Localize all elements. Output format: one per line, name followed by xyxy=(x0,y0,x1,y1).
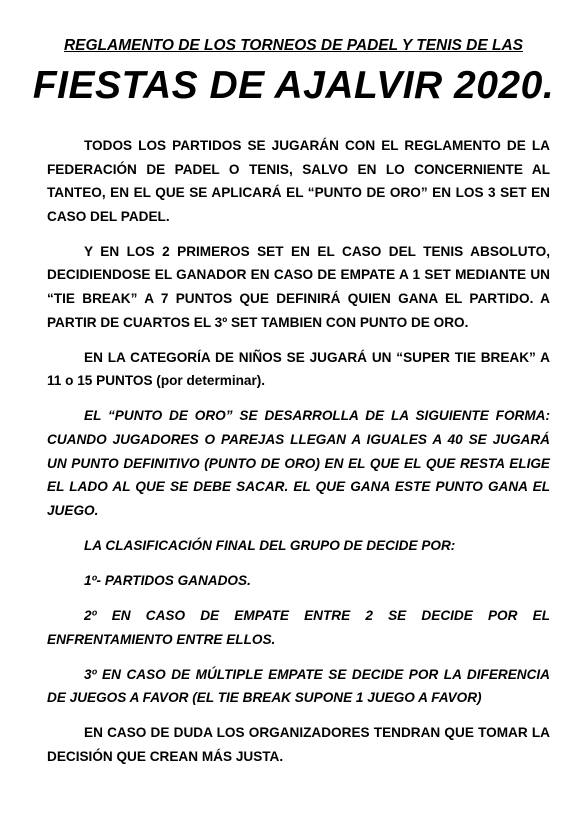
paragraph-reglamento: TODOS LOS PARTIDOS SE JUGARÁN CON EL REGLAMENTO DE LA FEDERACIÓN DE PADEL O TENIS, SALVO EN LO CONCERNIENTE AL TANTEO, EN EL QUE SE APLICARÁ EL “PUNTO DE ORO” EN LOS 3 SET EN CASO DEL PADEL. xyxy=(47,138,550,224)
paragraph-criterio-3: 3º EN CASO DE MÚLTIPLE EMPATE SE DECIDE POR LA DIFERENCIA DE JUEGOS A FAVOR (EL TIE BREAK SUPONE 1 JUEGO A FAVOR) xyxy=(47,666,550,706)
document-subtitle: REGLAMENTO DE LOS TORNEOS DE PADEL Y TENIS DE LAS xyxy=(63,37,524,54)
paragraph-criterio-2: 2º EN CASO DE EMPATE ENTRE 2 SE DECIDE POR EL ENFRENTAMIENTO ENTRE ELLOS. xyxy=(47,608,550,647)
paragraph-tenis-sets: Y EN LOS 2 PRIMEROS SET EN EL CASO DEL TENIS ABSOLUTO, DECIDIENDOSE EL GANADOR EN CASO DE EMPATE A 1 SET MEDIANTE UN “TIE BREAK” A 7 PUNTOS QUE DEFINIRÁ QUIEN GANA EL PARTIDO. A PARTIR DE CUARTOS EL 3º SET TAMBIEN CON PUNTO DE ORO. xyxy=(47,243,550,330)
paragraph-duda: EN CASO DE DUDA LOS ORGANIZADORES TENDRAN QUE TOMAR LA DECISIÓN QUE CREAN MÁS JUSTA. xyxy=(47,725,550,765)
paragraph-punto-de-oro: EL “PUNTO DE ORO” SE DESARROLLA DE LA SIGUIENTE FORMA: CUANDO JUGADORES O PAREJAS LLEGAN A IGUALES A 40 SE JUGARÁ UN PUNTO DEFINITIVO (PUNTO DE ORO) EN EL QUE EL QUE RESTA ELIGE EL LADO AL QUE SE DEBE SACAR. EL QUE GANA ESTE PUNTO GANA EL JUEGO. xyxy=(47,408,550,518)
document-title: FIESTAS DE AJALVIR 2020. xyxy=(32,64,555,107)
paragraph-criterio-1: 1º- PARTIDOS GANADOS. xyxy=(84,573,251,588)
paragraph-clasificacion-intro: LA CLASIFICACIÓN FINAL DEL GRUPO DE DECIDE POR: xyxy=(84,537,456,553)
document-body xyxy=(47,134,550,780)
paragraph-categoria-ninos: EN LA CATEGORÍA DE NIÑOS SE JUGARÁ UN “SUPER TIE BREAK” A 11 o 15 PUNTOS (por determinar). xyxy=(47,349,550,389)
